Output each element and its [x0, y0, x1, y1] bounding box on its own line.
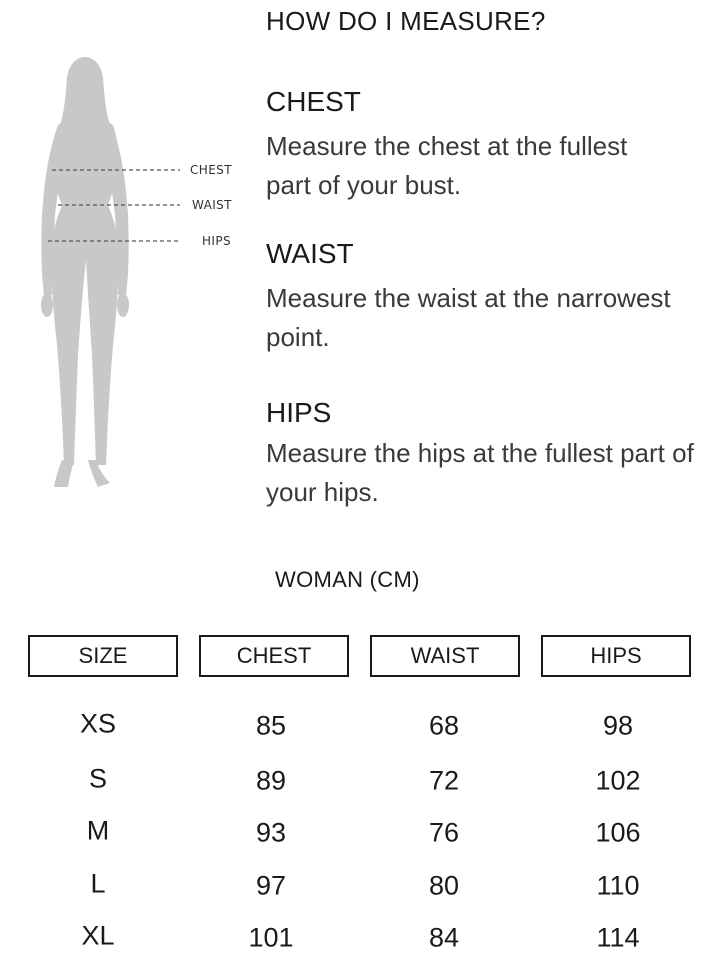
cell-waist: 80 [428, 870, 460, 901]
table-title: WOMAN (CM) [275, 567, 420, 592]
cell-size: M [86, 815, 110, 846]
cell-hips: 102 [595, 765, 641, 796]
header-hips: HIPS [541, 635, 691, 677]
cell-hips: 114 [596, 922, 640, 953]
chest-description [266, 127, 718, 205]
figure-label-chest: CHEST [190, 163, 232, 177]
cell-size: S [88, 763, 107, 794]
cell-size: L [90, 868, 106, 899]
page-title: HOW DO I MEASURE? [266, 6, 546, 36]
waist-description-line-2: point. [266, 322, 330, 352]
waist-heading: WAIST [266, 238, 354, 269]
body-silhouette-figure [20, 55, 250, 495]
cell-hips: 98 [602, 710, 634, 741]
header-chest: CHEST [199, 635, 349, 677]
hips-description-line-2: your hips. [266, 477, 379, 507]
header-size: SIZE [28, 635, 178, 677]
chest-description-line-1: Measure the chest at the fullest [266, 131, 628, 161]
cell-size: XS [79, 708, 117, 739]
figure-label-waist: WAIST [192, 198, 232, 212]
cell-chest: 89 [255, 765, 287, 796]
waist-description [266, 279, 718, 357]
cell-waist: 76 [428, 817, 460, 848]
cell-chest: 85 [255, 710, 287, 741]
cell-waist: 72 [428, 765, 460, 796]
hips-description [266, 434, 718, 512]
cell-size: XL [81, 920, 115, 951]
waist-description-line-1: Measure the waist at the narrowest [266, 283, 671, 313]
body-silhouette-icon [20, 55, 250, 495]
header-waist: WAIST [370, 635, 520, 677]
cell-chest: 97 [255, 870, 287, 901]
figure-label-hips: HIPS [202, 234, 232, 248]
hips-heading: HIPS [266, 397, 332, 428]
cell-waist: 84 [428, 922, 460, 953]
hips-description-line-1: Measure the hips at the fullest part of [266, 438, 694, 468]
chest-description-line-2: part of your bust. [266, 170, 462, 200]
cell-waist: 68 [428, 710, 460, 741]
cell-chest: 93 [255, 817, 287, 848]
cell-hips: 110 [596, 870, 640, 901]
cell-hips: 106 [595, 817, 641, 848]
cell-chest: 101 [248, 922, 294, 953]
chest-heading: CHEST [266, 86, 361, 117]
